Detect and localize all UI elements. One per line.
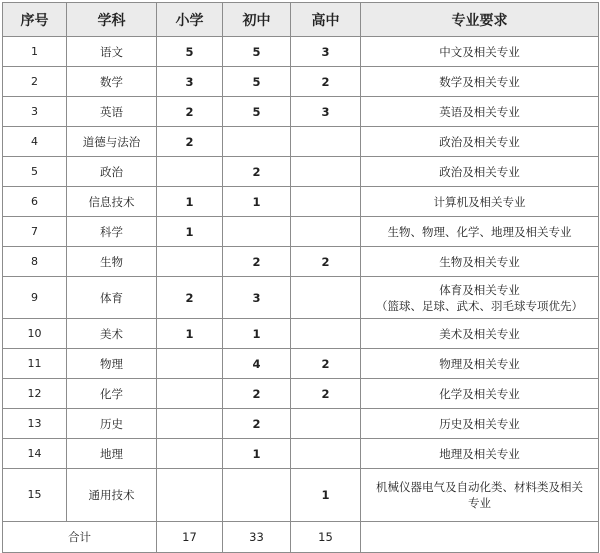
cell-senior bbox=[291, 277, 361, 319]
cell-primary bbox=[157, 439, 223, 469]
cell-index: 3 bbox=[3, 97, 67, 127]
header-subject: 学科 bbox=[67, 3, 157, 37]
table-row bbox=[3, 409, 599, 439]
cell-index: 4 bbox=[3, 127, 67, 157]
cell-junior bbox=[223, 469, 291, 522]
cell-primary: 1 bbox=[157, 187, 223, 217]
cell-requirement: 生物、物理、化学、地理及相关专业 bbox=[361, 217, 599, 247]
cell-subject: 语文 bbox=[67, 37, 157, 67]
cell-requirement: 英语及相关专业 bbox=[361, 97, 599, 127]
cell-junior: 2 bbox=[223, 409, 291, 439]
cell-junior bbox=[223, 127, 291, 157]
cell-junior: 1 bbox=[223, 319, 291, 349]
cell-subject: 政治 bbox=[67, 157, 157, 187]
cell-senior bbox=[291, 217, 361, 247]
requirement-line: 专业 bbox=[468, 496, 491, 510]
cell-subject: 信息技术 bbox=[67, 187, 157, 217]
total-primary: 17 bbox=[157, 522, 223, 553]
cell-requirement: 地理及相关专业 bbox=[361, 439, 599, 469]
cell-junior: 1 bbox=[223, 439, 291, 469]
cell-junior: 5 bbox=[223, 97, 291, 127]
table-row bbox=[3, 439, 599, 469]
cell-primary: 5 bbox=[157, 37, 223, 67]
cell-subject: 物理 bbox=[67, 349, 157, 379]
requirement-line: 体育及相关专业 bbox=[439, 282, 520, 297]
cell-subject: 美术 bbox=[67, 319, 157, 349]
recruitment-table bbox=[2, 2, 599, 553]
cell-subject: 道德与法治 bbox=[67, 127, 157, 157]
table-row bbox=[3, 247, 599, 277]
cell-index: 7 bbox=[3, 217, 67, 247]
cell-requirement bbox=[361, 277, 599, 319]
cell-junior: 2 bbox=[223, 379, 291, 409]
cell-requirement: 化学及相关专业 bbox=[361, 379, 599, 409]
cell-index: 8 bbox=[3, 247, 67, 277]
cell-senior bbox=[291, 157, 361, 187]
header-row bbox=[3, 3, 599, 37]
cell-requirement: 计算机及相关专业 bbox=[361, 187, 599, 217]
cell-index: 14 bbox=[3, 439, 67, 469]
cell-index: 13 bbox=[3, 409, 67, 439]
cell-senior: 3 bbox=[291, 37, 361, 67]
cell-senior: 2 bbox=[291, 349, 361, 379]
header-requirement: 专业要求 bbox=[361, 3, 599, 37]
cell-subject: 英语 bbox=[67, 97, 157, 127]
table-row bbox=[3, 379, 599, 409]
cell-index: 1 bbox=[3, 37, 67, 67]
cell-index: 11 bbox=[3, 349, 67, 379]
table-row bbox=[3, 349, 599, 379]
cell-junior: 1 bbox=[223, 187, 291, 217]
cell-junior: 2 bbox=[223, 247, 291, 277]
cell-senior: 2 bbox=[291, 67, 361, 97]
total-row bbox=[3, 522, 599, 553]
cell-primary bbox=[157, 157, 223, 187]
cell-primary bbox=[157, 247, 223, 277]
cell-requirement: 美术及相关专业 bbox=[361, 319, 599, 349]
cell-primary: 2 bbox=[157, 97, 223, 127]
cell-requirement: 物理及相关专业 bbox=[361, 349, 599, 379]
cell-requirement: 中文及相关专业 bbox=[361, 37, 599, 67]
cell-primary: 2 bbox=[157, 127, 223, 157]
requirement-line: （篮球、足球、武术、羽毛球专项优先） bbox=[376, 298, 583, 313]
cell-requirement: 数学及相关专业 bbox=[361, 67, 599, 97]
header-senior: 高中 bbox=[291, 3, 361, 37]
cell-senior bbox=[291, 127, 361, 157]
header-primary: 小学 bbox=[157, 3, 223, 37]
cell-index: 5 bbox=[3, 157, 67, 187]
cell-senior bbox=[291, 319, 361, 349]
cell-primary: 2 bbox=[157, 277, 223, 319]
total-junior: 33 bbox=[223, 522, 291, 553]
cell-subject: 生物 bbox=[67, 247, 157, 277]
header-junior: 初中 bbox=[223, 3, 291, 37]
table-row bbox=[3, 217, 599, 247]
total-label: 合计 bbox=[3, 522, 157, 553]
cell-junior: 3 bbox=[223, 277, 291, 319]
cell-junior: 5 bbox=[223, 67, 291, 97]
cell-requirement: 政治及相关专业 bbox=[361, 157, 599, 187]
cell-primary bbox=[157, 409, 223, 439]
cell-index: 15 bbox=[3, 469, 67, 522]
cell-subject: 通用技术 bbox=[67, 469, 157, 522]
cell-primary bbox=[157, 469, 223, 522]
table-row bbox=[3, 97, 599, 127]
cell-subject: 体育 bbox=[67, 277, 157, 319]
cell-index: 10 bbox=[3, 319, 67, 349]
cell-requirement: 历史及相关专业 bbox=[361, 409, 599, 439]
cell-subject: 化学 bbox=[67, 379, 157, 409]
table-row bbox=[3, 157, 599, 187]
header-index: 序号 bbox=[3, 3, 67, 37]
cell-senior bbox=[291, 409, 361, 439]
cell-primary: 1 bbox=[157, 319, 223, 349]
cell-senior: 2 bbox=[291, 247, 361, 277]
cell-requirement: 生物及相关专业 bbox=[361, 247, 599, 277]
cell-primary: 1 bbox=[157, 217, 223, 247]
cell-senior: 3 bbox=[291, 97, 361, 127]
table-row bbox=[3, 319, 599, 349]
table-row bbox=[3, 37, 599, 67]
cell-senior: 2 bbox=[291, 379, 361, 409]
cell-subject: 科学 bbox=[67, 217, 157, 247]
cell-requirement: 政治及相关专业 bbox=[361, 127, 599, 157]
cell-senior: 1 bbox=[291, 469, 361, 522]
cell-junior: 5 bbox=[223, 37, 291, 67]
cell-primary bbox=[157, 379, 223, 409]
cell-junior bbox=[223, 217, 291, 247]
requirement-line: 机械仪器电气及自动化类、材料类及相关 bbox=[376, 480, 583, 494]
cell-index: 9 bbox=[3, 277, 67, 319]
cell-senior bbox=[291, 187, 361, 217]
cell-subject: 地理 bbox=[67, 439, 157, 469]
cell-index: 6 bbox=[3, 187, 67, 217]
table-row bbox=[3, 469, 599, 522]
cell-index: 2 bbox=[3, 67, 67, 97]
total-requirement bbox=[361, 522, 599, 553]
cell-subject: 数学 bbox=[67, 67, 157, 97]
table-row bbox=[3, 187, 599, 217]
cell-senior bbox=[291, 439, 361, 469]
table-row bbox=[3, 67, 599, 97]
cell-index: 12 bbox=[3, 379, 67, 409]
cell-primary bbox=[157, 349, 223, 379]
cell-junior: 4 bbox=[223, 349, 291, 379]
total-senior: 15 bbox=[291, 522, 361, 553]
table-row bbox=[3, 127, 599, 157]
cell-junior: 2 bbox=[223, 157, 291, 187]
cell-subject: 历史 bbox=[67, 409, 157, 439]
cell-primary: 3 bbox=[157, 67, 223, 97]
table-row bbox=[3, 277, 599, 319]
cell-requirement bbox=[361, 469, 599, 522]
